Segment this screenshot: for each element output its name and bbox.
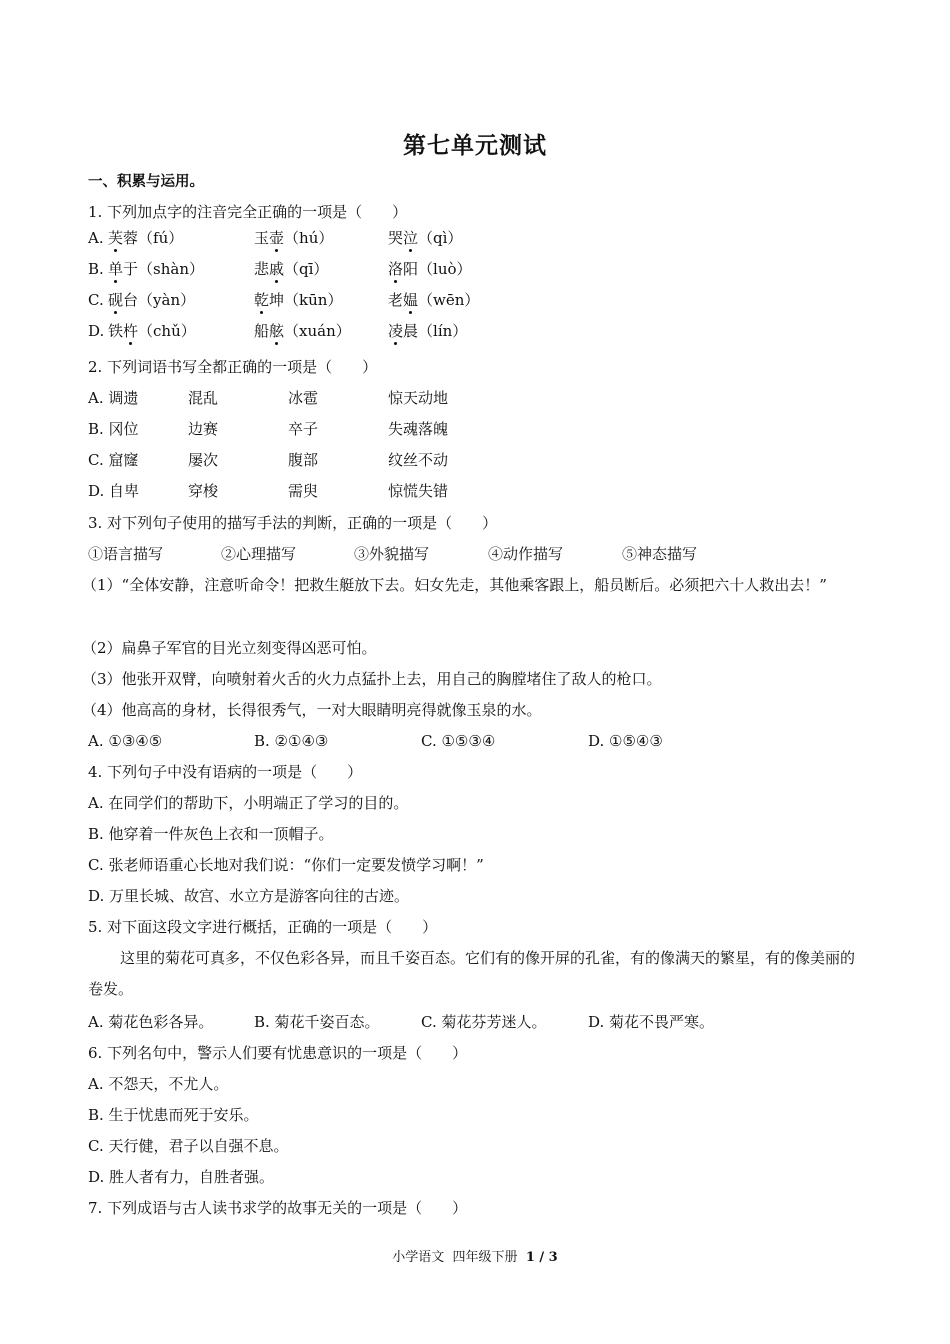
word-with-pinyin bbox=[254, 259, 328, 279]
character: 洛 bbox=[388, 260, 404, 278]
option-word: 需臾 bbox=[288, 482, 319, 500]
option-label: A. bbox=[88, 229, 104, 247]
option-first-word: C. 窟窿 bbox=[88, 451, 139, 469]
character: 媪 bbox=[403, 291, 419, 309]
word-with-pinyin bbox=[108, 321, 196, 341]
section-heading: 一、积累与运用。 bbox=[88, 174, 204, 190]
pinyin: （qī） bbox=[284, 260, 329, 278]
character: 玉 bbox=[254, 229, 270, 247]
pinyin: （xuán） bbox=[284, 322, 351, 340]
question-3-method-list bbox=[88, 544, 868, 564]
pinyin: （wēn） bbox=[418, 291, 480, 309]
answer-row bbox=[88, 228, 868, 248]
page-footer bbox=[0, 1246, 950, 1265]
question-5-answers bbox=[88, 1012, 868, 1032]
answer-option-d: D. 菊花不畏严寒。 bbox=[588, 1013, 715, 1031]
option-word: 惊慌失错 bbox=[388, 482, 449, 500]
word-with-pinyin bbox=[388, 290, 479, 310]
option-word: 混乱 bbox=[188, 389, 219, 407]
question-3-sentence-3: （3）他张开双臂，向喷射着火舌的火力点猛扑上去，用自己的胸膛堵住了敌人的枪口。 bbox=[82, 670, 662, 688]
pinyin: （lín） bbox=[418, 322, 468, 340]
pinyin: （qì） bbox=[418, 229, 463, 247]
pinyin: （chǔ） bbox=[138, 322, 196, 340]
option-word: 穿梭 bbox=[188, 482, 219, 500]
word-with-pinyin bbox=[108, 290, 195, 310]
question-5-stem: 5. 对下面这段文字进行概括，正确的一项是（ ） bbox=[88, 918, 438, 936]
question-4-stem: 4. 下列句子中没有语病的一项是（ ） bbox=[88, 763, 363, 781]
answer-row bbox=[88, 450, 868, 470]
answer-option-c: C. 天行健，君子以自强不息。 bbox=[88, 1137, 289, 1155]
option-first-word: D. 自卑 bbox=[88, 482, 140, 500]
pinyin: （yàn） bbox=[138, 291, 196, 309]
answer-option-b: B. 菊花千姿百态。 bbox=[254, 1013, 380, 1031]
character: 悲 bbox=[254, 260, 270, 278]
question-7-stem: 7. 下列成语与古人读书求学的故事无关的一项是（ ） bbox=[88, 1199, 468, 1217]
option-word: 腹部 bbox=[288, 451, 319, 469]
option-word: 冰雹 bbox=[288, 389, 319, 407]
character: 坤 bbox=[269, 291, 285, 309]
page-title: 第七单元测试 bbox=[403, 133, 547, 159]
character: 乾 bbox=[254, 291, 270, 309]
answer-row bbox=[88, 419, 868, 439]
character: 老 bbox=[388, 291, 404, 309]
answer-option-a: A. 菊花色彩各异。 bbox=[88, 1013, 214, 1031]
option-word: 失魂落魄 bbox=[388, 420, 449, 438]
character: 杵 bbox=[123, 322, 139, 340]
pinyin: （kūn） bbox=[284, 291, 343, 309]
answer-option-c: C. 张老师语重心长地对我们说：“你们一定要发愤学习啊！” bbox=[88, 856, 484, 874]
character: 壶 bbox=[269, 229, 285, 247]
question-3-stem: 3. 对下列句子使用的描写手法的判断，正确的一项是（ ） bbox=[88, 514, 498, 532]
character: 砚 bbox=[108, 291, 124, 309]
answer-option-d: D. 胜人者有力，自胜者强。 bbox=[88, 1168, 275, 1186]
answer-option-d: D. ①⑤④③ bbox=[588, 732, 663, 750]
question-3-sentence-2: （2）扁鼻子军官的目光立刻变得凶恶可怕。 bbox=[82, 639, 377, 657]
question-3-answers bbox=[88, 731, 868, 751]
character: 戚 bbox=[269, 260, 285, 278]
method-option: ④动作描写 bbox=[488, 545, 564, 563]
answer-option-a: A. 不怨天，不尤人。 bbox=[88, 1075, 229, 1093]
option-word: 卒子 bbox=[288, 420, 319, 438]
word-with-pinyin bbox=[254, 321, 351, 341]
word-with-pinyin bbox=[254, 228, 333, 248]
word-with-pinyin bbox=[108, 259, 204, 279]
question-3-sentence-4: （4）他高高的身材，长得很秀气，一对大眼睛明亮得就像玉泉的水。 bbox=[82, 701, 542, 719]
option-label: B. bbox=[88, 260, 104, 278]
method-option: ⑤神态描写 bbox=[622, 545, 698, 563]
method-option: ②心理描写 bbox=[221, 545, 297, 563]
character: 凌 bbox=[388, 322, 404, 340]
question-5-passage: 这里的菊花可真多，不仅色彩各异，而且千姿百态。它们有的像开屏的孔雀，有的像满天的繁星，有的像美丽的卷发。 bbox=[88, 949, 856, 998]
word-with-pinyin bbox=[254, 290, 342, 310]
answer-option-c: C. ①⑤③④ bbox=[421, 732, 496, 750]
answer-option-b: B. 他穿着一件灰色上衣和一顶帽子。 bbox=[88, 825, 334, 843]
answer-option-a: A. ①③④⑤ bbox=[88, 732, 163, 750]
character: 台 bbox=[123, 291, 139, 309]
option-word: 纹丝不动 bbox=[388, 451, 449, 469]
question-2-stem: 2. 下列词语书写全都正确的一项是（ ） bbox=[88, 358, 378, 376]
character: 铁 bbox=[108, 322, 124, 340]
character: 蓉 bbox=[123, 229, 139, 247]
character: 船 bbox=[254, 322, 270, 340]
answer-option-c: C. 菊花芬芳迷人。 bbox=[421, 1013, 547, 1031]
answer-row bbox=[88, 259, 868, 279]
answer-row bbox=[88, 388, 868, 408]
word-with-pinyin bbox=[388, 321, 467, 341]
option-label: D. bbox=[88, 322, 105, 340]
character: 泣 bbox=[403, 229, 419, 247]
method-option: ③外貌描写 bbox=[354, 545, 430, 563]
character: 阳 bbox=[403, 260, 419, 278]
answer-option-b: B. 生于忧患而死于安乐。 bbox=[88, 1106, 259, 1124]
answer-option-a: A. 在同学们的帮助下，小明端正了学习的目的。 bbox=[88, 794, 409, 812]
pinyin: （luò） bbox=[418, 260, 472, 278]
option-word: 屡次 bbox=[188, 451, 219, 469]
character: 单 bbox=[108, 260, 124, 278]
pinyin: （shàn） bbox=[138, 260, 204, 278]
pinyin: （hú） bbox=[284, 229, 334, 247]
footer-subject: 小学语文 四年级下册 bbox=[392, 1250, 518, 1265]
option-first-word: A. 调遗 bbox=[88, 389, 139, 407]
answer-option-d: D. 万里长城、故宫、水立方是游客向往的古迹。 bbox=[88, 887, 410, 905]
option-word: 边赛 bbox=[188, 420, 219, 438]
page-number: 1 / 3 bbox=[525, 1250, 558, 1265]
character: 晨 bbox=[403, 322, 419, 340]
question-3-sentence-1: （1）“全体安静，注意听命令！把救生艇放下去。妇女先走，其他乘客跟上，船员断后。必须把六十人救出去！” bbox=[82, 576, 827, 594]
word-with-pinyin bbox=[388, 228, 462, 248]
answer-row bbox=[88, 481, 868, 501]
character: 于 bbox=[123, 260, 139, 278]
pinyin: （fú） bbox=[138, 229, 184, 247]
method-option: ①语言描写 bbox=[88, 545, 164, 563]
character: 舷 bbox=[269, 322, 285, 340]
answer-row bbox=[88, 290, 868, 310]
answer-option-b: B. ②①④③ bbox=[254, 732, 329, 750]
character: 哭 bbox=[388, 229, 404, 247]
option-label: C. bbox=[88, 291, 104, 309]
answer-row bbox=[88, 321, 868, 341]
question-1-stem: 1. 下列加点字的注音完全正确的一项是（ ） bbox=[88, 203, 408, 221]
option-first-word: B. 冈位 bbox=[88, 420, 139, 438]
word-with-pinyin bbox=[388, 259, 472, 279]
word-with-pinyin bbox=[108, 228, 183, 248]
question-6-stem: 6. 下列名句中，警示人们要有忧患意识的一项是（ ） bbox=[88, 1044, 468, 1062]
character: 芙 bbox=[108, 229, 124, 247]
option-word: 惊天动地 bbox=[388, 389, 449, 407]
